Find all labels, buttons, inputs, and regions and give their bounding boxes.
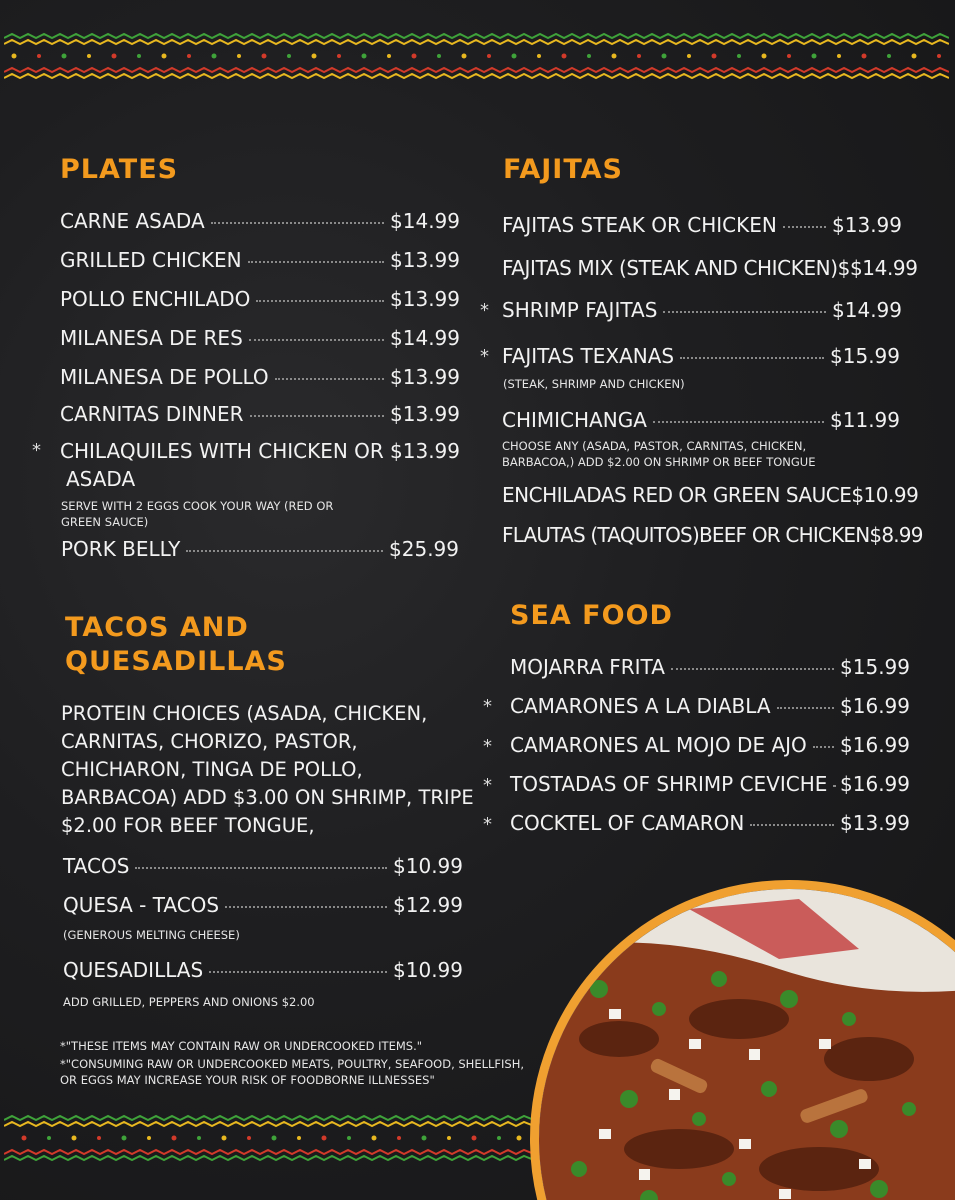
seafood-heading: SEA FOOD <box>510 600 673 631</box>
item-name: CHIMICHANGA <box>502 408 647 432</box>
item-name: TACOS <box>63 854 130 878</box>
raw-warning-asterisk: * <box>483 775 492 796</box>
item-note: CHOOSE ANY (ASADA, PASTOR, CARNITAS, CHICKEN, BARBACOA,) ADD $2.00 ON SHRIMP OR BEEF TONGUE <box>502 439 816 469</box>
item-price: $14.99 <box>390 209 460 233</box>
item-name-line2: ASADA <box>66 467 136 491</box>
menu-item <box>502 255 918 281</box>
item-price: $13.99 <box>832 213 902 237</box>
leader-dots <box>186 550 383 552</box>
leader-dots <box>671 668 834 670</box>
menu-item <box>60 401 460 427</box>
item-price: $25.99 <box>389 537 459 561</box>
protein-choices-text: PROTEIN CHOICES (ASADA, CHICKEN, CARNITAS, CHORIZO, PASTOR, CHICHARON, TINGA DE POLLO, BARBACOA) ADD $3.00 ON SHRIMP, TRIPE $2.00 FOR BEEF TONGUE, <box>61 702 474 837</box>
item-price: $14.99 <box>849 256 918 280</box>
menu-item <box>60 438 460 464</box>
menu-item <box>502 522 923 548</box>
tacos-heading-line1: TACOS AND <box>65 612 249 643</box>
leader-dots <box>783 226 826 228</box>
item-note: (GENEROUS MELTING CHEESE) <box>63 928 240 942</box>
leader-dots <box>209 971 387 973</box>
item-name: POLLO ENCHILADO <box>60 287 251 311</box>
tacos-heading-line2: QUESADILLAS <box>65 646 287 677</box>
item-price: $8.99 <box>869 523 923 547</box>
tacos-illustration <box>539 889 955 1200</box>
tacos-photo <box>530 880 955 1200</box>
item-name: PORK BELLY <box>61 537 181 561</box>
item-name-continued <box>66 466 135 492</box>
item-note: (STEAK, SHRIMP AND CHICKEN) <box>503 377 685 391</box>
menu-item <box>510 732 910 758</box>
item-price: $10.99 <box>393 958 463 982</box>
item-price: $10.99 <box>851 483 919 507</box>
item-price: $10.99 <box>393 854 463 878</box>
leader-dots <box>211 222 384 224</box>
menu-item <box>60 208 460 234</box>
plates-heading: PLATES <box>60 154 179 185</box>
menu-item <box>510 654 910 680</box>
item-name: QUESA - TACOS <box>63 893 220 917</box>
menu-item <box>60 247 460 273</box>
item-price: $16.99 <box>840 694 910 718</box>
menu-item <box>63 892 463 918</box>
item-name: MILANESA DE POLLO <box>60 365 269 389</box>
raw-warning-asterisk: * <box>483 736 492 757</box>
disclaimer-line-1: *"THESE ITEMS MAY CONTAIN RAW OR UNDERCOOKED ITEMS." <box>60 1039 423 1053</box>
menu-item <box>63 853 463 879</box>
item-price: $15.99 <box>840 655 910 679</box>
leader-dots <box>663 311 826 313</box>
leader-dots <box>833 785 834 787</box>
leader-dots <box>135 867 387 869</box>
leader-dots <box>250 415 384 417</box>
item-name: CHILAQUILES WITH CHICKEN OR <box>60 439 384 463</box>
item-price: $13.99 <box>390 439 460 463</box>
raw-warning-asterisk: * <box>32 440 41 461</box>
raw-warning-asterisk: * <box>480 300 489 321</box>
item-price: $13.99 <box>390 402 460 426</box>
item-name: CAMARONES AL MOJO DE AJO <box>510 733 807 757</box>
item-name: FAJITAS MIX (STEAK AND CHICKEN)$ <box>502 256 850 280</box>
item-price: $16.99 <box>840 772 910 796</box>
menu-item <box>502 407 900 433</box>
item-name: MOJARRA FRITA <box>510 655 665 679</box>
bottom-decorative-border <box>4 1112 534 1162</box>
item-price: $14.99 <box>832 298 902 322</box>
leader-dots <box>256 300 384 302</box>
menu-item <box>502 343 900 369</box>
item-price: $13.99 <box>390 365 460 389</box>
menu-item <box>60 325 460 351</box>
fajitas-heading: FAJITAS <box>503 154 623 185</box>
leader-dots <box>249 339 384 341</box>
item-price: $13.99 <box>390 248 460 272</box>
menu-item <box>510 771 910 797</box>
menu-item <box>510 693 910 719</box>
item-price: $13.99 <box>390 287 460 311</box>
item-name: TOSTADAS OF SHRIMP CEVICHE <box>510 772 828 796</box>
menu-item <box>502 212 902 238</box>
item-name: ENCHILADAS RED OR GREEN SAUCE <box>502 483 852 507</box>
leader-dots <box>275 378 384 380</box>
raw-warning-asterisk: * <box>480 346 489 367</box>
menu-item <box>60 364 460 390</box>
item-name: CARNITAS DINNER <box>60 402 244 426</box>
raw-warning-asterisk: * <box>483 814 492 835</box>
menu-item <box>502 482 919 508</box>
item-price: $16.99 <box>840 733 910 757</box>
menu-item <box>502 297 902 323</box>
leader-dots <box>777 707 834 709</box>
menu-item <box>510 810 910 836</box>
item-price: $12.99 <box>393 893 463 917</box>
item-note: SERVE WITH 2 EGGS COOK YOUR WAY (RED OR GREEN SAUCE) <box>61 499 334 529</box>
menu-item <box>61 536 459 562</box>
menu-item <box>60 286 460 312</box>
leader-dots <box>750 824 834 826</box>
top-decorative-border <box>4 30 949 80</box>
leader-dots <box>225 906 387 908</box>
leader-dots <box>813 746 834 748</box>
item-price: $14.99 <box>390 326 460 350</box>
item-price: $13.99 <box>840 811 910 835</box>
item-name: FAJITAS TEXANAS <box>502 344 675 368</box>
item-name: MILANESA DE RES <box>60 326 243 350</box>
item-name: QUESADILLAS <box>63 958 204 982</box>
item-name: CARNE ASADA <box>60 209 205 233</box>
raw-warning-asterisk: * <box>483 696 492 717</box>
disclaimer-line-2: *"CONSUMING RAW OR UNDERCOOKED MEATS, POULTRY, SEAFOOD, SHELLFISH, OR EGGS MAY INCREASE YOUR RISK OF FOODBORNE ILLNESSES" <box>60 1057 525 1087</box>
item-name: CAMARONES A LA DIABLA <box>510 694 771 718</box>
item-price: $15.99 <box>830 344 900 368</box>
item-price: $11.99 <box>830 408 900 432</box>
item-note: ADD GRILLED, PEPPERS AND ONIONS $2.00 <box>63 995 315 1009</box>
item-name: COCKTEL OF CAMARON <box>510 811 745 835</box>
item-name: SHRIMP FAJITAS <box>502 298 658 322</box>
leader-dots <box>680 357 824 359</box>
item-name: FLAUTAS (TAQUITOS)BEEF OR CHICKEN <box>502 523 870 547</box>
item-name: GRILLED CHICKEN <box>60 248 242 272</box>
menu-item <box>63 957 463 983</box>
item-name: FAJITAS STEAK OR CHICKEN <box>502 213 777 237</box>
leader-dots <box>248 261 384 263</box>
leader-dots <box>653 421 824 423</box>
